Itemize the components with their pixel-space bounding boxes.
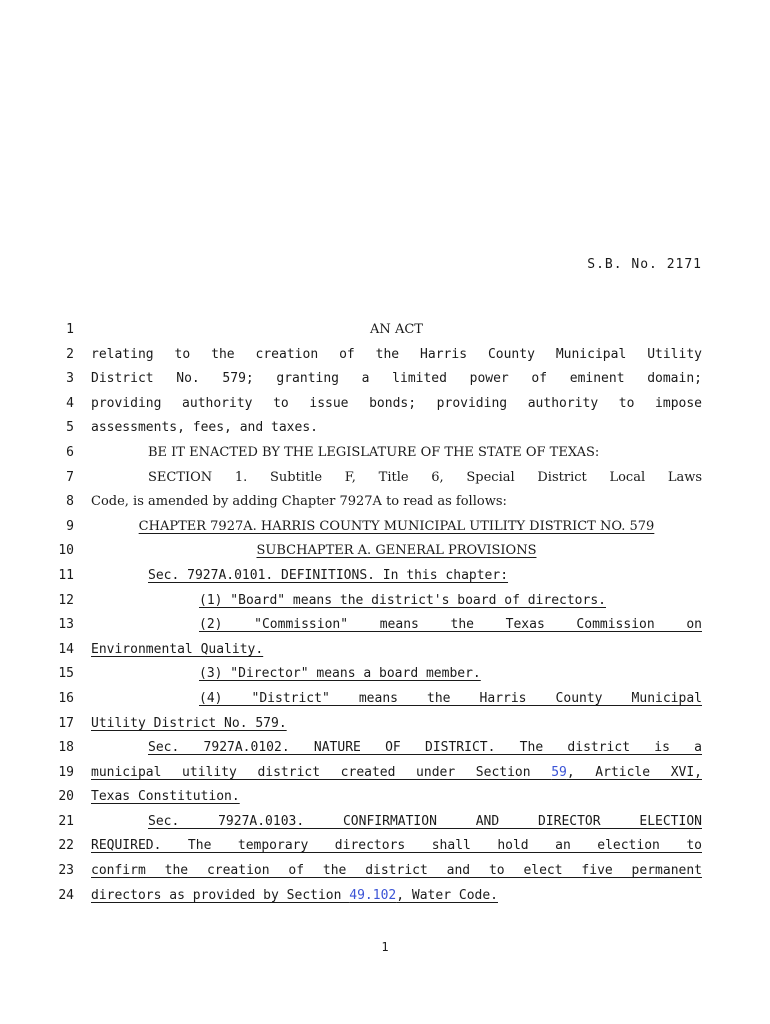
line-number: 4 [66, 395, 74, 411]
line [0, 539, 770, 564]
line-number: 8 [66, 494, 74, 510]
line-number: 19 [58, 764, 74, 780]
line [0, 638, 770, 663]
line [0, 687, 770, 712]
line-number: 6 [66, 444, 74, 460]
line-text: relating to the creation of the Harris County Municipal Utility [91, 346, 702, 362]
line-text: District No. 579; granting a limited power of eminent domain; [91, 371, 702, 387]
line-text: REQUIRED. The temporary directors shall hold an election to [91, 838, 702, 854]
line-number: 16 [58, 690, 74, 706]
line-text: Texas Constitution. [91, 789, 240, 805]
line [0, 613, 770, 638]
line [0, 441, 770, 466]
line-text-pre: directors as provided by Section [91, 887, 350, 903]
line [0, 318, 770, 343]
line [0, 343, 770, 368]
line-number: 5 [66, 420, 74, 436]
line [0, 761, 770, 786]
line [0, 515, 770, 540]
line-number: 11 [58, 567, 74, 583]
line [0, 466, 770, 491]
line-number: 18 [58, 740, 74, 756]
line [0, 884, 770, 909]
chapter-heading: CHAPTER 7927A. HARRIS COUNTY MUNICIPAL UTILITY DISTRICT NO. 579 [138, 518, 655, 534]
line-text: Utility District No. 579. [91, 715, 287, 731]
line-number: 9 [66, 518, 74, 534]
line-number: 1 [66, 322, 74, 337]
line [0, 589, 770, 614]
line-number: 21 [58, 813, 74, 829]
bill-text [0, 318, 770, 908]
page-number: 1 [381, 940, 389, 954]
line-text-post: , Water Code. [396, 887, 498, 903]
line-text: Sec. 7927A.0101. DEFINITIONS. In this chapter: [148, 567, 509, 583]
line-text: (2) "Commission" means the Texas Commission on [199, 617, 702, 633]
line-number: 23 [58, 863, 74, 879]
line-number: 2 [66, 346, 74, 362]
line-number: 24 [58, 887, 74, 903]
line-number: 7 [66, 469, 74, 485]
section-link[interactable]: 49.102 [349, 887, 397, 903]
line-text: Environmental Quality. [91, 641, 264, 657]
line-text-pre: municipal utility district created under Section [91, 764, 552, 780]
line [0, 834, 770, 859]
line-text: providing authority to issue bonds; providing authority to impose [91, 395, 702, 411]
line-number: 10 [58, 543, 74, 559]
line-number: 15 [58, 666, 74, 682]
line [0, 859, 770, 884]
line [0, 736, 770, 761]
subchapter-heading: SUBCHAPTER A. GENERAL PROVISIONS [256, 543, 537, 559]
line [0, 367, 770, 392]
line [0, 810, 770, 835]
line-text: Sec. 7927A.0103. CONFIRMATION AND DIRECTOR ELECTION [148, 813, 702, 829]
line-text: assessments, fees, and taxes. [91, 420, 318, 436]
line-text: confirm the creation of the district and to elect five permanent [91, 863, 702, 879]
bill-number: S.B. No. 2171 [587, 257, 702, 272]
line [0, 785, 770, 810]
line [0, 564, 770, 589]
line [0, 490, 770, 515]
line-number: 14 [58, 641, 74, 657]
line-text: (1) "Board" means the district's board of directors. [199, 592, 606, 608]
line [0, 712, 770, 737]
line-number: 20 [58, 789, 74, 805]
line-number: 13 [58, 617, 74, 633]
line-number: 12 [58, 592, 74, 608]
line-text: (3) "Director" means a board member. [199, 666, 481, 682]
line [0, 662, 770, 687]
section-link[interactable]: 59 [551, 764, 567, 780]
line-text [91, 761, 702, 786]
line [0, 392, 770, 417]
line-number: 3 [66, 371, 74, 387]
act-title: AN ACT [370, 322, 423, 337]
line-text [91, 884, 702, 909]
enacting-clause: BE IT ENACTED BY THE LEGISLATURE OF THE STATE OF TEXAS: [148, 444, 600, 460]
line [0, 416, 770, 441]
line-text: Sec. 7927A.0102. NATURE OF DISTRICT. The district is a [148, 740, 702, 756]
line-number: 22 [58, 838, 74, 854]
line-number: 17 [58, 715, 74, 731]
line-text: SECTION 1. Subtitle F, Title 6, Special District Local Laws [148, 469, 702, 485]
line-text-post: , Article XVI, [566, 764, 702, 780]
line-text: (4) "District" means the Harris County Municipal [199, 690, 702, 706]
line-text: Code, is amended by adding Chapter 7927A to read as follows: [91, 494, 507, 510]
